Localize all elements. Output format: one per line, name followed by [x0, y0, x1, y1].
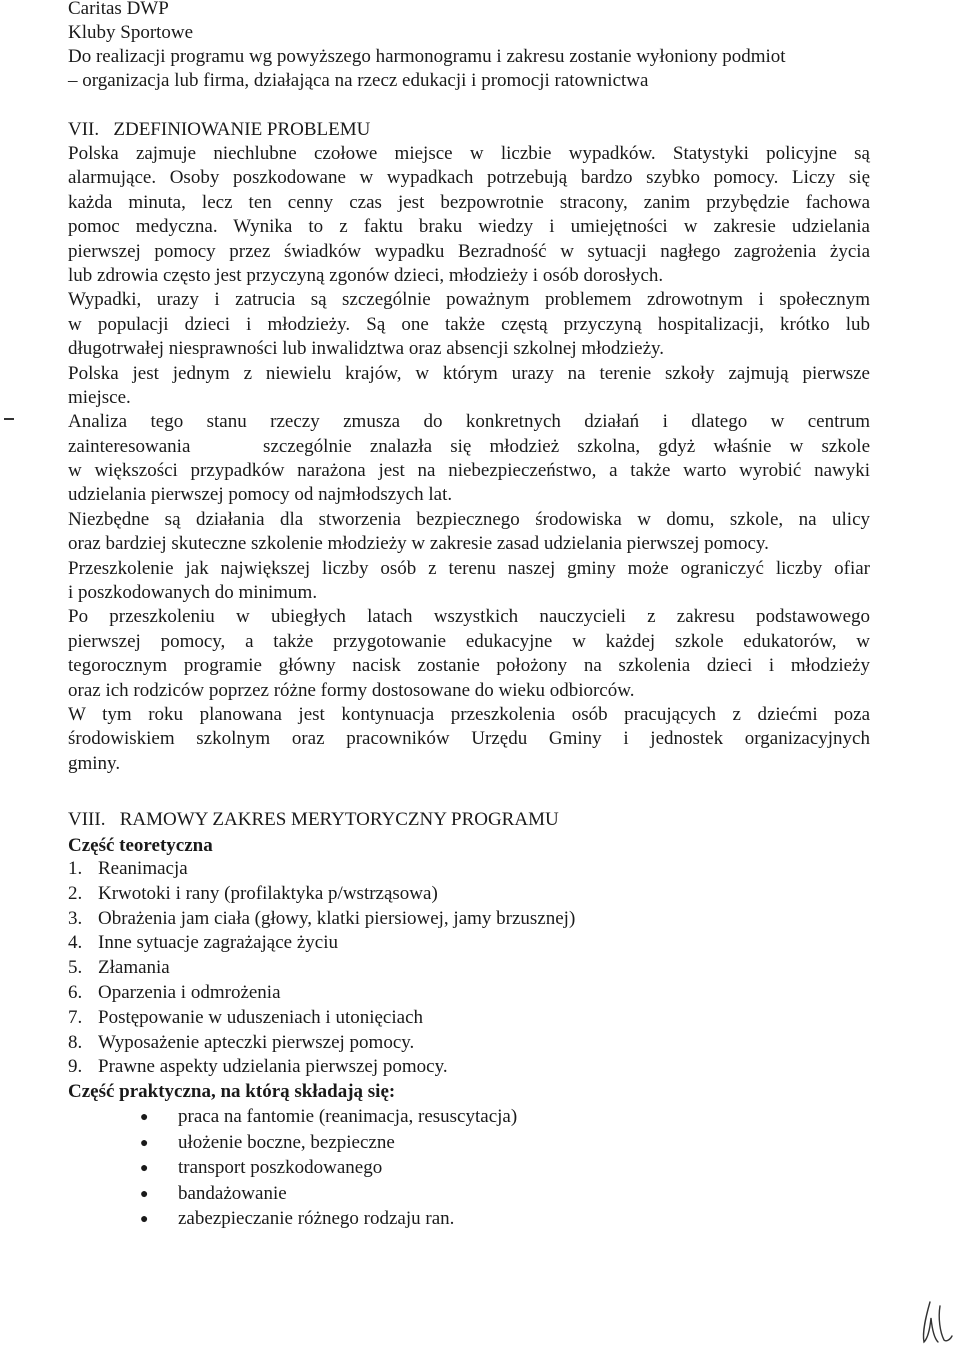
list-item — [140, 1104, 517, 1130]
paragraph-line: pomoc medyczna. Wynika to z faktu braku wiedzy i umiejętności w zakresie udzielania — [68, 216, 870, 238]
list-text: ułożenie boczne, bezpieczne — [178, 1131, 395, 1153]
paragraph-line: pierwszej pomocy, a także przygotowanie edukacyjne w każdej szkole edukatorów, w — [68, 630, 870, 652]
list-text: Reanimacja — [98, 858, 188, 879]
bullet-icon: ● — [140, 1212, 149, 1228]
list-item — [140, 1130, 517, 1156]
list-item — [68, 956, 575, 981]
bullet-icon: ● — [140, 1135, 149, 1151]
contractor-note-continued: – organizacja lub firma, działająca na rzecz edukacji i promocji ratownictwa — [68, 70, 649, 91]
practice-heading: Część praktyczna, na którą składają się: — [68, 1081, 396, 1102]
list-text: Obrażenia jam ciała (głowy, klatki piersiowej, jamy brzusznej) — [98, 907, 576, 929]
list-item — [68, 1031, 575, 1056]
list-item — [140, 1206, 517, 1232]
paragraph-line: długotrwałej niesprawności lub inwalidztwa oraz absencji szkolnej młodzieży. — [68, 338, 665, 360]
paragraph-line: Analiza tego stanu rzeczy zmusza do konkretnych działań i dlatego w centrum — [68, 411, 870, 433]
theory-heading: Część teoretyczna — [68, 835, 213, 856]
list-text: bandażowanie — [178, 1182, 287, 1204]
list-item — [68, 1055, 575, 1080]
list-item — [68, 857, 575, 882]
paragraph-line: pierwszej pomocy przez świadków wypadku Bezradność w sytuacji nagłego zagrożenia życia — [68, 240, 870, 262]
list-number: 5. — [68, 957, 83, 979]
list-item — [140, 1181, 517, 1207]
paragraph-line: środowiskiem szkolnym oraz pracowników Urzędu Gminy i jednostek organizacyjnych — [68, 728, 870, 750]
list-text: Złamania — [98, 957, 170, 979]
list-item — [68, 882, 575, 907]
paragraph-line: oraz bardziej skuteczne szkolenie młodzieży w zakresie zasad udzielania pierwszej pomocy. — [68, 533, 769, 555]
paragraph-line: w większości przypadków narażona jest na niebezpieczeństwo, a także warto wyrobić nawyki — [68, 460, 870, 482]
list-text: Prawne aspekty udzielania pierwszej pomocy. — [98, 1056, 448, 1078]
list-item — [68, 981, 575, 1006]
list-number: 7. — [68, 1006, 83, 1028]
paragraph-line: w populacji dzieci i młodzieży. Są one także częstą przyczyną hospitalizacji, krótko lub — [68, 313, 870, 335]
organization-sport-clubs: Kluby Sportowe — [68, 22, 194, 43]
list-text: Postępowanie w uduszeniach i utonięciach — [98, 1006, 424, 1028]
list-number: 2. — [68, 882, 83, 904]
contractor-note: Do realizacji programu wg powyższego harmonogramu i zakresu zostanie wyłoniony podmiot — [68, 46, 786, 67]
organization-caritas: Caritas DWP — [68, 0, 169, 19]
paragraph-line: Polska zajmuje niechlubne czołowe miejsce w liczbie wypadków. Statystyki policyjne są — [68, 143, 870, 164]
margin-mark — [4, 418, 14, 420]
paragraph-line: miejsce. — [68, 386, 131, 408]
list-number: 6. — [68, 981, 83, 1003]
list-number: 4. — [68, 932, 83, 954]
paragraph-line: Niezbędne są działania dla stworzenia bezpiecznego środowiska w domu, szkole, na ulicy — [68, 508, 870, 530]
paragraph-line: Wypadki, urazy i zatrucia są szczególnie poważnym problemem zdrowotnym i społecznym — [68, 289, 870, 311]
paragraph-line: udzielania pierwszej pomocy od najmłodszych lat. — [68, 484, 453, 506]
paragraph-line: gminy. — [68, 752, 121, 774]
section-7-heading: VII. ZDEFINIOWANIE PROBLEMU — [68, 119, 371, 140]
theory-list — [68, 857, 575, 1080]
list-text: praca na fantomie (reanimacja, resuscytacja) — [178, 1106, 518, 1127]
paragraph-line: zainteresowania szczególnie znalazła się młodzież szkolna, gdyż właśnie w szkole — [68, 435, 870, 457]
paragraph-line: każda minuta, lecz ten cenny czas jest bezpowrotnie stracony, zanim przybędzie fachowa — [68, 191, 870, 213]
list-text: zabezpieczanie różnego rodzaju ran. — [178, 1208, 455, 1230]
list-item — [68, 907, 575, 932]
paragraph-line: i poszkodowanych do minimum. — [68, 582, 318, 604]
list-text: Oparzenia i odmrożenia — [98, 981, 281, 1003]
list-number: 9. — [68, 1056, 83, 1078]
section-7-paragraph — [68, 142, 870, 776]
list-text: transport poszkodowanego — [178, 1157, 383, 1179]
handwritten-initials — [918, 1298, 954, 1346]
list-item — [68, 931, 575, 956]
section-8-heading: VIII. RAMOWY ZAKRES MERYTORYCZNY PROGRAMU — [68, 809, 559, 830]
paragraph-line: Polska jest jednym z niewielu krajów, w którym urazy na terenie szkoły zajmują pierwsze — [68, 362, 870, 384]
bullet-icon: ● — [140, 1186, 149, 1202]
list-item — [68, 1006, 575, 1031]
practice-list — [140, 1104, 517, 1232]
paragraph-line: Po przeszkoleniu w ubiegłych latach wszystkich nauczycieli z zakresu podstawowego — [68, 606, 870, 628]
paragraph-line: W tym roku planowana jest kontynuacja przeszkolenia osób pracujących z dziećmi poza — [68, 703, 870, 725]
paragraph-line: lub zdrowia często jest przyczyną zgonów dzieci, młodzieży i osób dorosłych. — [68, 264, 664, 286]
list-text: Inne sytuacje zagrażające życiu — [98, 932, 338, 954]
list-number: 3. — [68, 907, 83, 929]
paragraph-line: tegorocznym programie główny nacisk zostanie położony na szkolenia dzieci i młodzieży — [68, 655, 870, 677]
list-number: 8. — [68, 1031, 83, 1053]
paragraph-line: oraz ich rodziców poprzez różne formy dostosowane do wieku odbiorców. — [68, 679, 635, 701]
paragraph-line: Przeszkolenie jak największej liczby osób z terenu naszej gminy może ograniczyć liczby ofiar — [68, 557, 870, 579]
list-text: Krwotoki i rany (profilaktyka p/wstrząsowa) — [98, 882, 438, 904]
paragraph-line: alarmujące. Osoby poszkodowane w wypadkach potrzebują bardzo szybko pomocy. Liczy się — [68, 167, 870, 189]
list-text: Wyposażenie apteczki pierwszej pomocy. — [98, 1031, 415, 1053]
list-number: 1. — [68, 858, 83, 879]
list-item — [140, 1155, 517, 1181]
bullet-icon: ● — [140, 1110, 149, 1125]
bullet-icon: ● — [140, 1161, 149, 1177]
